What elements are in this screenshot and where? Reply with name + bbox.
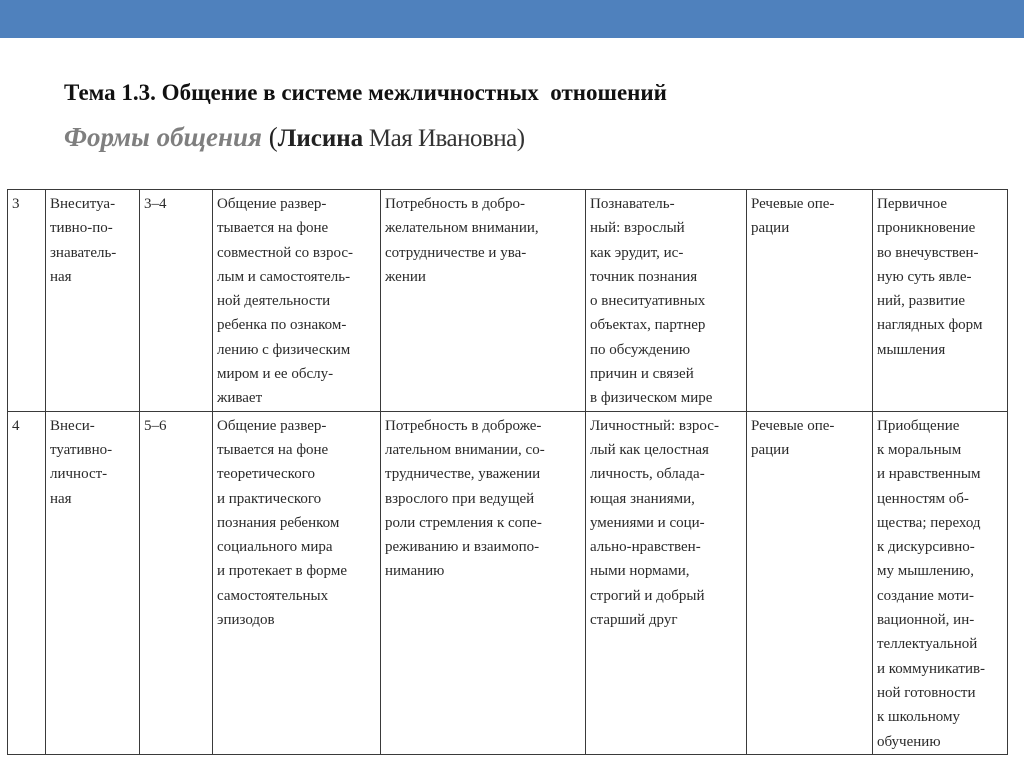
cell-text-line: в физическом мире <box>590 390 713 407</box>
cell-text-line: социального мира <box>217 539 333 556</box>
table-row <box>8 411 1008 754</box>
cell-text-line: 3–4 <box>144 196 167 212</box>
cell-text-line: и коммуникатив- <box>877 660 986 677</box>
cell-text-line: Общение развер- <box>217 417 327 434</box>
cell-text-line: объектах, партнер <box>590 317 706 334</box>
cell-text-line: самостоятельных <box>217 587 329 604</box>
cell-text-line: проникновение <box>877 220 976 237</box>
cell-text-line: тывается на фоне <box>217 441 329 458</box>
top-banner <box>0 0 1024 38</box>
cell-text-line: обучению <box>877 733 941 750</box>
cell-text-line: ная <box>50 490 72 507</box>
cell-result <box>873 411 1008 754</box>
cell-text-line: миром и ее обслу- <box>217 366 334 383</box>
cell-text-line: Речевые опе- <box>751 196 835 212</box>
subtitle-author-rest: Мая Ивановна) <box>363 125 525 152</box>
cell-age <box>140 190 213 412</box>
cell-text-line: Познаватель- <box>590 196 675 212</box>
cell-text-line: желательном внимании, <box>385 220 539 237</box>
cell-text-line: ющая знаниями, <box>590 490 695 507</box>
cell-text-line: Потребность в добро- <box>385 196 525 212</box>
cell-text-line: эпизодов <box>217 612 275 629</box>
cell-text-line: ную суть явле- <box>877 268 972 285</box>
cell-number <box>8 190 46 412</box>
cell-text-line: живает <box>217 390 263 407</box>
cell-text-line: теллектуальной <box>877 636 978 653</box>
cell-text-line: строгий и добрый <box>590 587 705 604</box>
cell-text-line: Личностный: взрос- <box>590 417 719 434</box>
cell-conditions <box>213 411 381 754</box>
subtitle-main: Формы общения <box>64 122 262 152</box>
cell-text-line: Потребность в доброже- <box>385 417 542 434</box>
cell-text-line: совместной со взрос- <box>217 244 353 261</box>
cell-text-line: Речевые опе- <box>751 417 835 434</box>
cell-text-line: тывается на фоне <box>217 220 329 237</box>
cell-text-line: о внеситуативных <box>590 293 706 310</box>
cell-text-line: рации <box>751 441 790 458</box>
cell-text-line: как эрудит, ис- <box>590 244 684 261</box>
cell-text-line: во внечувствен- <box>877 244 979 261</box>
cell-text-line: умениями и соци- <box>590 514 705 531</box>
cell-text-line: му мышлению, <box>877 563 975 580</box>
cell-text-line: жении <box>385 268 426 285</box>
cell-text-line: ценностям об- <box>877 490 969 507</box>
cell-text-line: ной готовности <box>877 684 976 701</box>
cell-text-line: лательном внимании, со- <box>385 441 545 458</box>
cell-means <box>747 190 873 412</box>
cell-text-line: и протекает в форме <box>217 563 347 580</box>
cell-text-line: создание моти- <box>877 587 974 604</box>
cell-text-line: по обсуждению <box>590 341 691 358</box>
cell-text-line: Общение развер- <box>217 196 327 212</box>
cell-text-line: щества; переход <box>877 514 981 531</box>
cell-text-line: причин и связей <box>590 366 694 383</box>
cell-text-line: Внеси- <box>50 417 95 434</box>
cell-text-line: лению с физическим <box>217 341 351 358</box>
cell-text-line: ный: взрослый <box>590 220 685 237</box>
cell-text-line: к моральным <box>877 441 962 458</box>
cell-means <box>747 411 873 754</box>
cell-text-line: ной деятельности <box>217 293 331 310</box>
cell-text-line: к школьному <box>877 709 960 726</box>
cell-text-line: мышления <box>877 341 946 358</box>
cell-motive <box>586 190 747 412</box>
subtitle-author-last: Лисина <box>277 125 364 152</box>
cell-text-line: лый как целостная <box>590 441 709 458</box>
cell-text-line: взрослого при ведущей <box>385 490 535 507</box>
cell-text-line: и нравственным <box>877 466 981 483</box>
communication-forms-table <box>7 189 1008 755</box>
cell-text-line: ными нормами, <box>590 563 690 580</box>
cell-text-line: ний, развитие <box>877 293 966 310</box>
cell-text-line: ниманию <box>385 563 445 580</box>
table-row <box>8 190 1008 412</box>
cell-text-line: личность, облада- <box>590 466 705 483</box>
cell-text-line: Внеситуа- <box>50 196 116 212</box>
cell-text-line: ально-нравствен- <box>590 539 701 556</box>
cell-text-line: трудничестве, уважении <box>385 466 541 483</box>
cell-text-line: тивно-по- <box>50 220 113 237</box>
cell-motive <box>586 411 747 754</box>
cell-text-line: наглядных форм <box>877 317 983 334</box>
cell-text-line: теоретического <box>217 466 315 483</box>
cell-text-line: 4 <box>12 417 20 434</box>
cell-text-line: познания ребенком <box>217 514 340 531</box>
cell-age <box>140 411 213 754</box>
cell-form <box>46 411 140 754</box>
cell-text-line: Приобщение <box>877 417 960 434</box>
cell-text-line: ребенка по ознаком- <box>217 317 347 334</box>
cell-text-line: туативно- <box>50 441 113 458</box>
cell-text-line: вационной, ин- <box>877 612 975 629</box>
cell-text-line: знаватель- <box>50 244 117 261</box>
cell-conditions <box>213 190 381 412</box>
cell-text-line: к дискурсивно- <box>877 539 975 556</box>
subtitle-open: ( <box>261 122 278 152</box>
cell-form <box>46 190 140 412</box>
cell-text-line: лым и самостоятель- <box>217 268 351 285</box>
cell-need <box>381 411 586 754</box>
page-subtitle <box>64 122 525 153</box>
cell-text-line: сотрудничестве и ува- <box>385 244 527 261</box>
cell-number <box>8 411 46 754</box>
cell-text-line: рации <box>751 220 790 237</box>
cell-text-line: личност- <box>50 466 108 483</box>
cell-text-line: роли стремления к сопе- <box>385 514 542 531</box>
cell-text-line: реживанию и взаимопо- <box>385 539 540 556</box>
cell-need <box>381 190 586 412</box>
cell-text-line: 5–6 <box>144 417 167 434</box>
cell-result <box>873 190 1008 412</box>
page-title: Тема 1.3. Общение в системе межличностных отношений <box>64 80 667 105</box>
cell-text-line: точник познания <box>590 268 698 285</box>
cell-text-line: 3 <box>12 196 20 212</box>
cell-text-line: старший друг <box>590 612 678 629</box>
cell-text-line: Первичное <box>877 196 948 212</box>
cell-text-line: и практического <box>217 490 322 507</box>
cell-text-line: ная <box>50 268 72 285</box>
